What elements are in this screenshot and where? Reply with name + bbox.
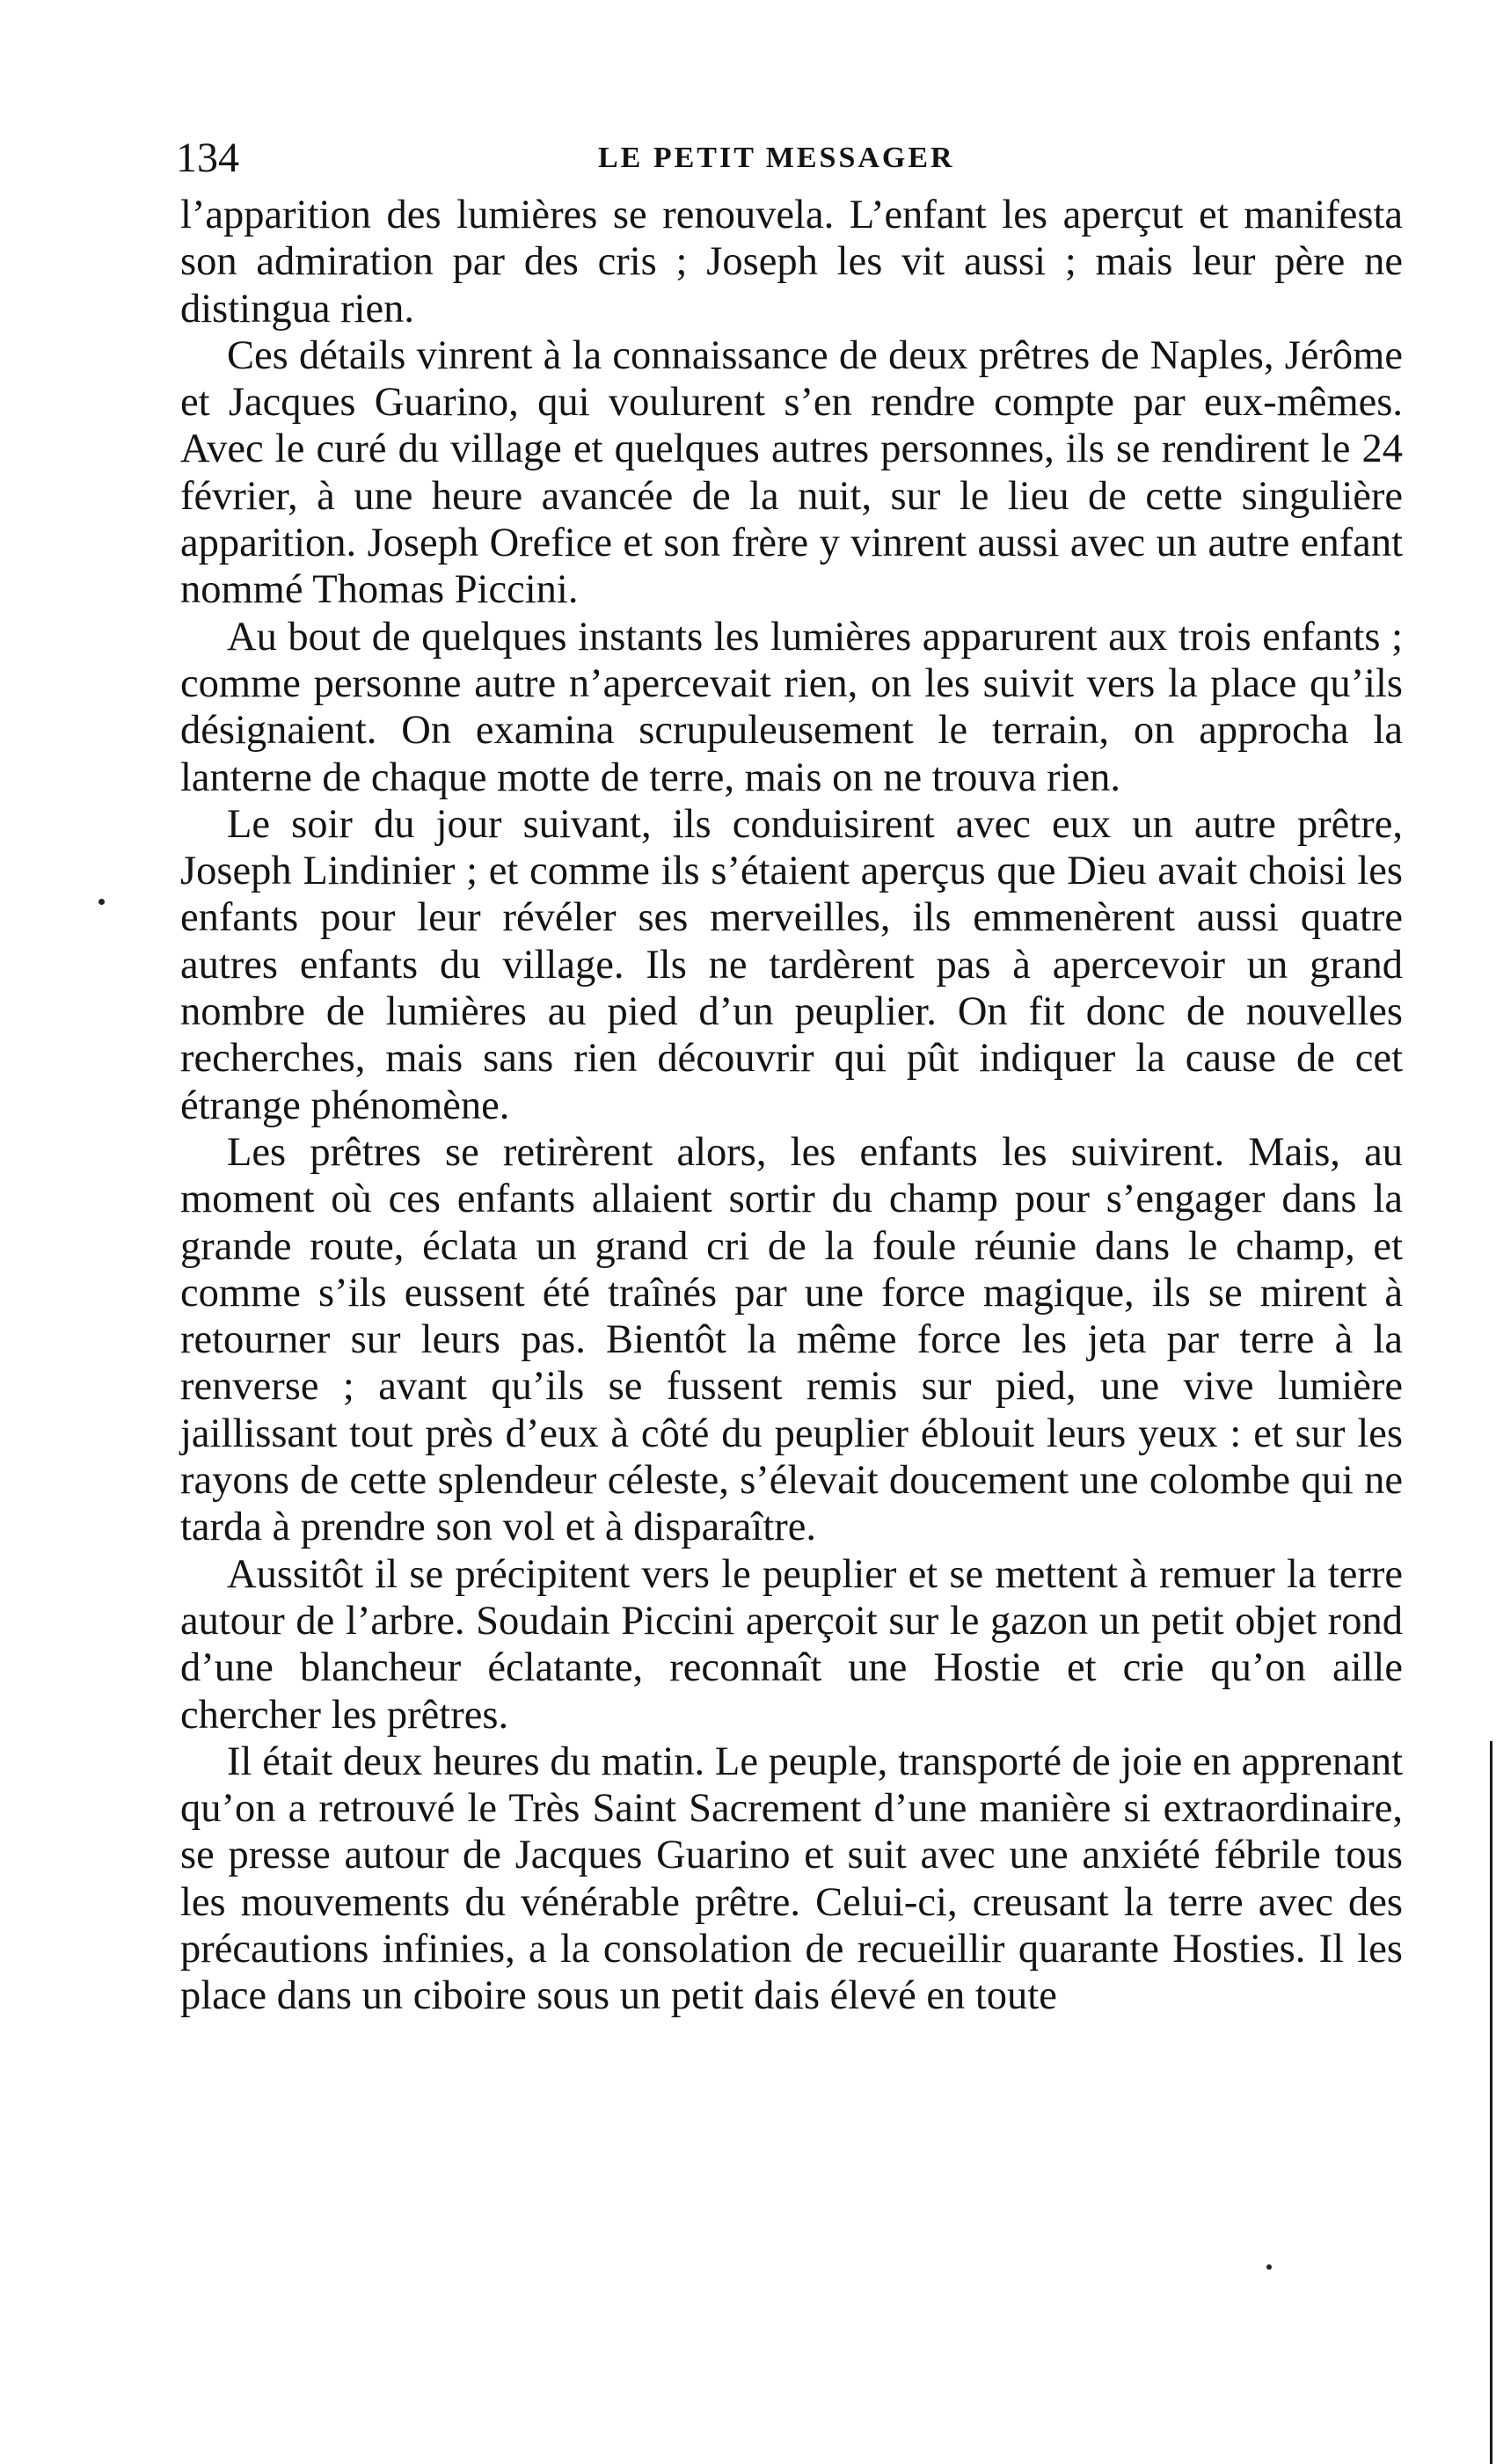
- body-text: [180, 192, 1403, 2020]
- paragraph: Au bout de quelques instants les lumières apparurent aux trois enfants ; comme personne autre n’apercevait rien, on les suivit vers la place qu’ils désignaient. On examina scrupuleusement le terrain, on approcha la lanterne de chaque motte de terre, mais on ne trouva rien.: [180, 614, 1403, 800]
- page-header: [176, 132, 1407, 185]
- running-title: LE PETIT MESSAGER: [598, 142, 955, 174]
- scan-speck: [99, 899, 105, 905]
- paragraph: Le soir du jour suivant, ils conduisirent avec eux un autre prêtre, Joseph Lindinier ; et comme ils s’étaient aperçus que Dieu avait choisi les enfants pour leur révéler ses merveilles, ils emmenèrent aussi quatre autres enfants du village. Ils ne tardèrent pas à apercevoir un grand nombre de lumières au pied d’un peuplier. On fit donc de nouvelles recherches, mais sans rien découvrir qui pût indiquer la cause de cet étrange phénomène.: [180, 801, 1403, 1128]
- paragraph: Ces détails vinrent à la connaissance de deux prêtres de Naples, Jérôme et Jacques Guarino, qui voulurent s’en rendre compte par eux-mêmes. Avec le curé du village et quelques autres personnes, ils se rendirent le 24 février, à une heure avancée de la nuit, sur le lieu de cette singulière apparition. Joseph Orefice et son frère y vinrent aussi avec un autre enfant nommé Thomas Piccini.: [180, 332, 1403, 613]
- paragraph: Aussitôt il se précipitent vers le peuplier et se mettent à remuer la terre autour de l’arbre. Soudain Piccini aperçoit sur le gazon un petit objet rond d’une blancheur éclatante, reconnaît une Hostie et crie qu’on aille chercher les prêtres.: [180, 1551, 1403, 1738]
- paragraph: Il était deux heures du matin. Le peuple, transporté de joie en apprenant qu’on a retrouvé le Très Saint Sacrement d’une manière si extraordinaire, se presse autour de Jacques Guarino et suit avec une anxiété fébrile tous les mouvements du vénérable prêtre. Celui-ci, creusant la terre avec des précautions infinies, a la consolation de recueillir quarante Hosties. Il les place dans un ciboire sous un petit dais élevé en toute: [180, 1739, 1403, 2019]
- scan-edge-line: [1490, 1741, 1492, 2464]
- scan-speck: [1266, 2264, 1272, 2270]
- paragraph: l’apparition des lumières se renouvela. L’enfant les aperçut et manifesta son admiration par des cris ; Joseph les vit aussi ; mais leur père ne distingua rien.: [180, 193, 1403, 332]
- paragraph: Les prêtres se retirèrent alors, les enfants les suivirent. Mais, au moment où ces enfants allaient sortir du champ pour s’engager dans la grande route, éclata un grand cri de la foule réunie dans le champ, et comme s’ils eussent été traînés par une force magique, ils se mirent à retourner sur leurs pas. Bientôt la même force les jeta par terre à la renverse ; avant qu’ils se fussent remis sur pied, une vive lumière jaillissant tout près d’eux à côté du peuplier éblouit leurs yeux : et sur les rayons de cette splendeur céleste, s’élevait doucement une colombe qui ne tarda à prendre son vol et à disparaître.: [180, 1129, 1403, 1550]
- page-number: 134: [176, 135, 239, 181]
